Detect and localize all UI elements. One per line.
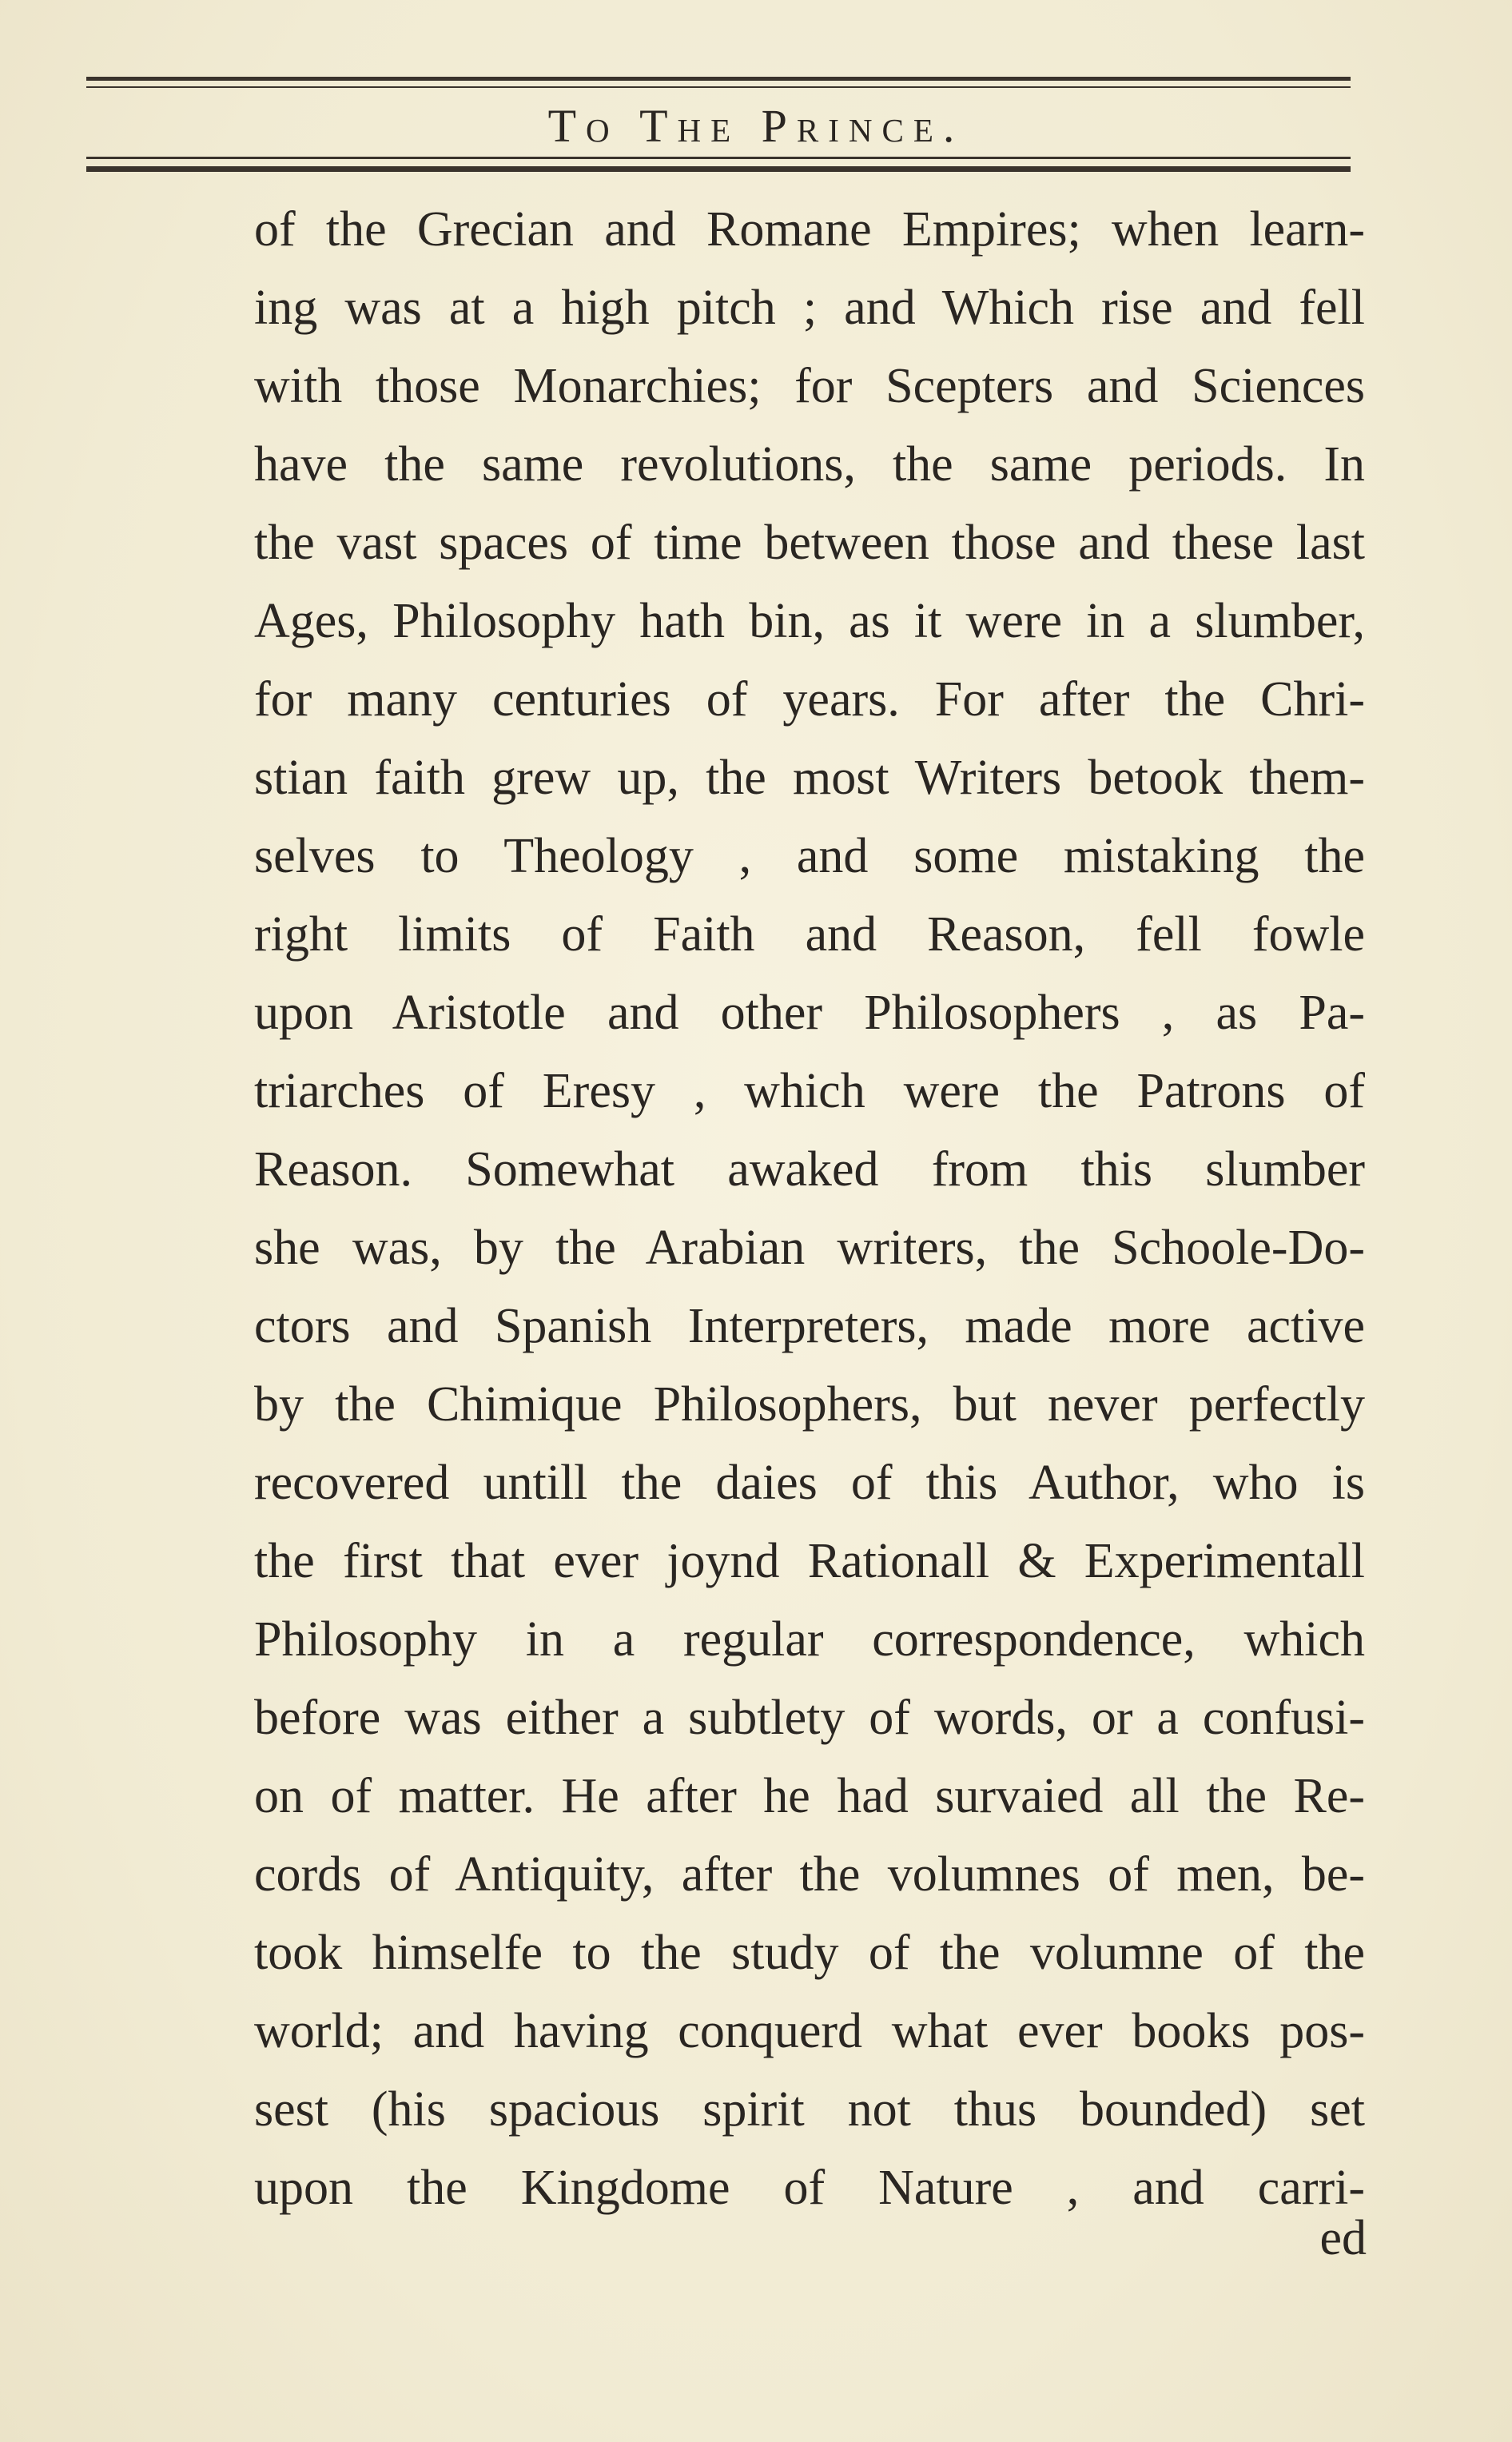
- text-line: ing was at a high pitch ; and Which rise and fell: [254, 281, 1365, 335]
- text-line: sest (his spacious spirit not thus bounded) set: [254, 2082, 1365, 2137]
- top-rule-thin: [86, 86, 1351, 88]
- top-rule-thick: [86, 77, 1351, 81]
- text-line: took himselfe to the study of the volumne of the: [254, 1926, 1365, 1980]
- text-line: Ages, Philosophy hath bin, as it were in a slumber,: [254, 594, 1365, 648]
- text-line: ctors and Spanish Interpreters, made more active: [254, 1299, 1365, 1353]
- text-line: the vast spaces of time between those and these last: [254, 516, 1365, 570]
- text-line: Philosophy in a regular correspondence, which: [254, 1612, 1365, 1667]
- text-line: with those Monarchies; for Scepters and Sciences: [254, 359, 1365, 413]
- catchword: ed: [1319, 2211, 1367, 2265]
- text-line: cords of Antiquity, after the volumnes of men, be-: [254, 1847, 1365, 1902]
- text-line: she was, by the Arabian writers, the Schoole-Do-: [254, 1221, 1365, 1275]
- text-line: recovered untill the daies of this Author, who is: [254, 1456, 1365, 1510]
- text-line: by the Chimique Philosophers, but never perfectly: [254, 1377, 1365, 1432]
- text-line: stian faith grew up, the most Writers betook them-: [254, 751, 1365, 805]
- text-line: upon Aristotle and other Philosophers , as Pa-: [254, 986, 1365, 1040]
- text-line: for many centuries of years. For after the Chri-: [254, 672, 1365, 727]
- text-line: have the same revolutions, the same periods. In: [254, 437, 1365, 492]
- head-rule-thick: [86, 166, 1351, 172]
- head-rule-thin: [86, 157, 1351, 159]
- running-head: To The Prince.: [547, 100, 965, 152]
- text-line: the first that ever joynd Rationall & Experimentall: [254, 1534, 1365, 1588]
- text-line: right limits of Faith and Reason, fell fowle: [254, 907, 1365, 962]
- text-line: upon the Kingdome of Nature , and carri-: [254, 2161, 1365, 2215]
- text-line: Reason. Somewhat awaked from this slumber: [254, 1142, 1365, 1197]
- text-line: triarches of Eresy , which were the Patrons of: [254, 1064, 1365, 1118]
- text-line: before was either a subtlety of words, or a confusi-: [254, 1691, 1365, 1745]
- text-line: on of matter. He after he had survaied all the Re-: [254, 1769, 1365, 1823]
- body-text: [254, 190, 1365, 2227]
- text-line: of the Grecian and Romane Empires; when learn-: [254, 202, 1365, 257]
- text-line: world; and having conquerd what ever books pos-: [254, 2004, 1365, 2058]
- text-line: selves to Theology , and some mistaking the: [254, 829, 1365, 883]
